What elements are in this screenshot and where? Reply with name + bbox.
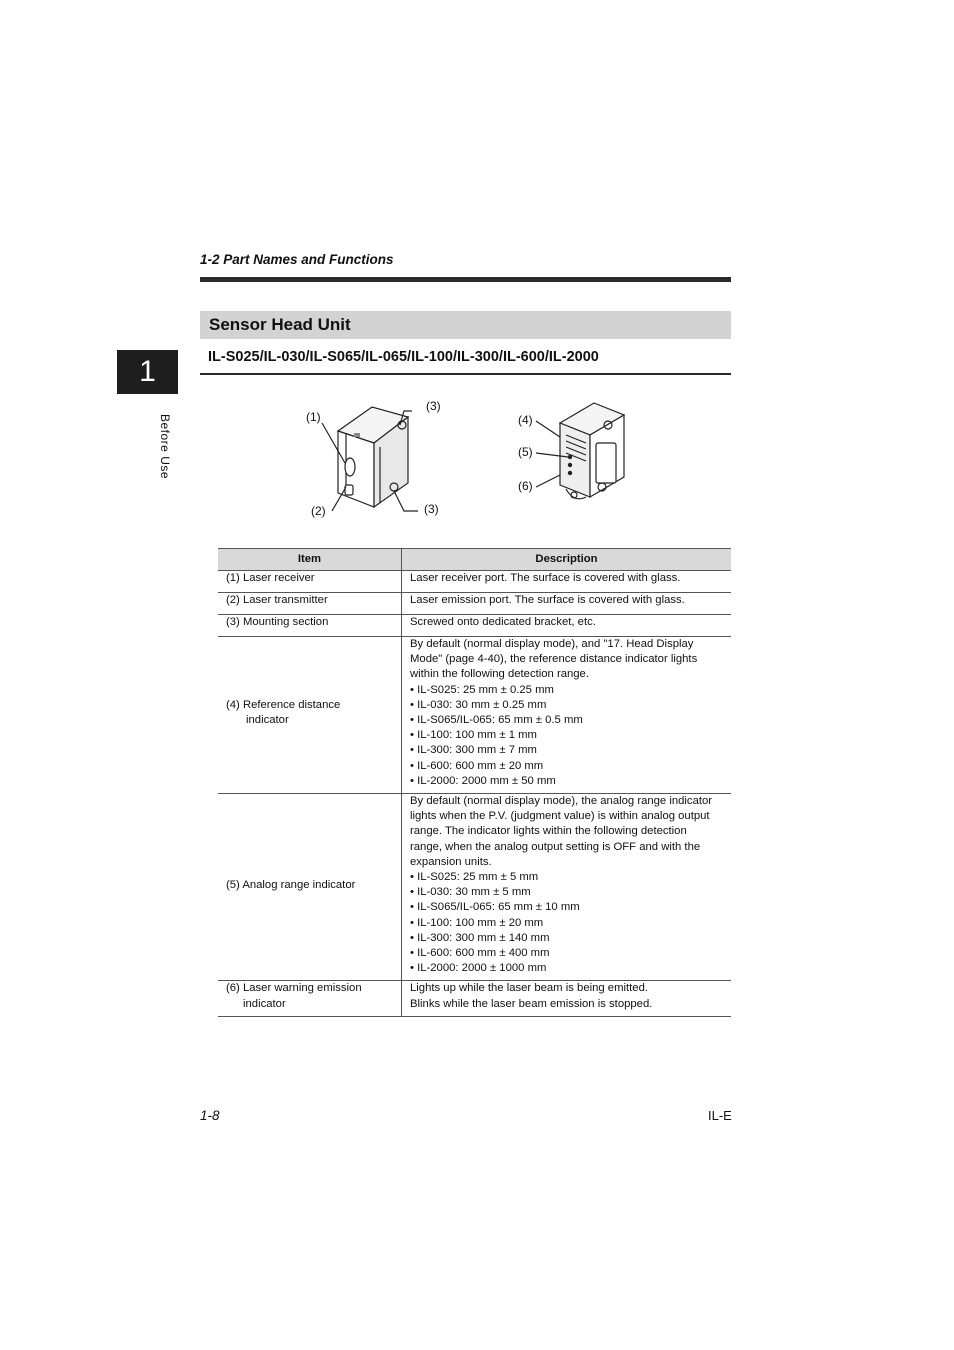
callout-4: (4) <box>518 413 533 427</box>
range-bullet: • IL-2000: 2000 ± 1000 mm <box>410 961 729 976</box>
chapter-side-label: Before Use <box>158 414 172 480</box>
table-row <box>218 615 731 637</box>
table-row <box>218 981 731 1016</box>
item-label: (4) Reference distance <box>226 698 341 711</box>
range-bullet: • IL-600: 600 mm ± 400 mm <box>410 946 729 961</box>
range-bullet: • IL-100: 100 mm ± 20 mm <box>410 916 729 931</box>
range-bullet: • IL-S025: 25 mm ± 0.25 mm <box>410 683 729 698</box>
chapter-number: 1 <box>139 355 156 388</box>
range-bullet: • IL-600: 600 mm ± 20 mm <box>410 759 729 774</box>
item-label: (6) Laser warning emission <box>226 982 362 995</box>
model-list-heading: IL-S025/IL-030/IL-S065/IL-065/IL-100/IL-300/IL-600/IL-2000 <box>208 349 599 365</box>
range-bullet: • IL-S065/IL-065: 65 mm ± 0.5 mm <box>410 713 729 728</box>
item-cell: (5) Analog range indicator <box>218 794 402 981</box>
description-line: By default (normal display mode), the analog range indicator <box>410 795 713 808</box>
item-cell: (1) Laser receiver <box>218 571 402 593</box>
description-line: By default (normal display mode), and "17. Head Display <box>410 638 694 650</box>
range-bullet: • IL-300: 300 mm ± 140 mm <box>410 931 729 946</box>
description-line: range. The indicator lights within the following detection <box>410 825 687 838</box>
item-cell: (3) Mounting section <box>218 615 402 637</box>
callout-2: (2) <box>311 504 326 518</box>
description-cell <box>402 637 732 794</box>
item-cell: (2) Laser transmitter <box>218 593 402 615</box>
range-bullet: • IL-S025: 25 mm ± 5 mm <box>410 870 729 885</box>
sensor-head-drawing <box>290 395 650 525</box>
page-number: 1-8 <box>200 1108 220 1123</box>
table-row <box>218 637 731 794</box>
range-bullet: • IL-S065/IL-065: 65 mm ± 10 mm <box>410 900 729 915</box>
description-line: Blinks while the laser beam emission is stopped. <box>410 997 653 1010</box>
description-line: Mode" (page 4-40), the reference distance indicator lights <box>410 653 698 666</box>
front-view-unit <box>338 407 408 507</box>
range-bullet: • IL-100: 100 mm ± 1 mm <box>410 728 729 743</box>
description-line: within the following detection range. <box>410 668 589 681</box>
description-cell: Screwed onto dedicated bracket, etc. <box>402 615 732 637</box>
callout-3-top: (3) <box>426 399 441 413</box>
sensor-head-figure <box>290 395 650 525</box>
range-bullet: • IL-300: 300 mm ± 7 mm <box>410 743 729 758</box>
description-cell <box>402 794 732 981</box>
callout-6: (6) <box>518 479 533 493</box>
section-header: 1-2 Part Names and Functions <box>200 252 394 267</box>
description-line: Lights up while the laser beam is being emitted. <box>410 982 648 995</box>
callout-3-bottom: (3) <box>424 502 439 516</box>
callout-1: (1) <box>306 410 321 424</box>
description-line: expansion units. <box>410 855 492 868</box>
item-label-continued: indicator <box>243 997 286 1010</box>
item-label-continued: indicator <box>246 714 289 727</box>
heading-rule <box>200 373 731 375</box>
unit-title: Sensor Head Unit <box>200 311 731 339</box>
description-line: range, when the analog output setting is OFF and with the <box>410 840 701 853</box>
rear-view-unit <box>560 403 624 499</box>
part-functions-table <box>218 548 731 1017</box>
table-row <box>218 794 731 981</box>
description-line: lights when the P.V. (judgment value) is within analog output <box>410 810 710 823</box>
table-row <box>218 593 731 615</box>
item-cell <box>218 637 402 794</box>
section-rule <box>200 277 731 282</box>
description-cell: Laser emission port. The surface is covered with glass. <box>402 593 732 615</box>
description-cell <box>402 981 732 1016</box>
callout-5: (5) <box>518 445 533 459</box>
item-cell <box>218 981 402 1016</box>
description-column-header: Description <box>402 549 732 571</box>
description-cell: Laser receiver port. The surface is covered with glass. <box>402 571 732 593</box>
range-bullet: • IL-2000: 2000 mm ± 50 mm <box>410 774 729 789</box>
table-header-row <box>218 549 731 571</box>
range-bullet: • IL-030: 30 mm ± 5 mm <box>410 885 729 900</box>
chapter-tab <box>117 350 178 394</box>
table-row <box>218 571 731 593</box>
document-code: IL-E <box>708 1108 732 1123</box>
range-bullet: • IL-030: 30 mm ± 0.25 mm <box>410 698 729 713</box>
item-column-header: Item <box>218 549 402 571</box>
